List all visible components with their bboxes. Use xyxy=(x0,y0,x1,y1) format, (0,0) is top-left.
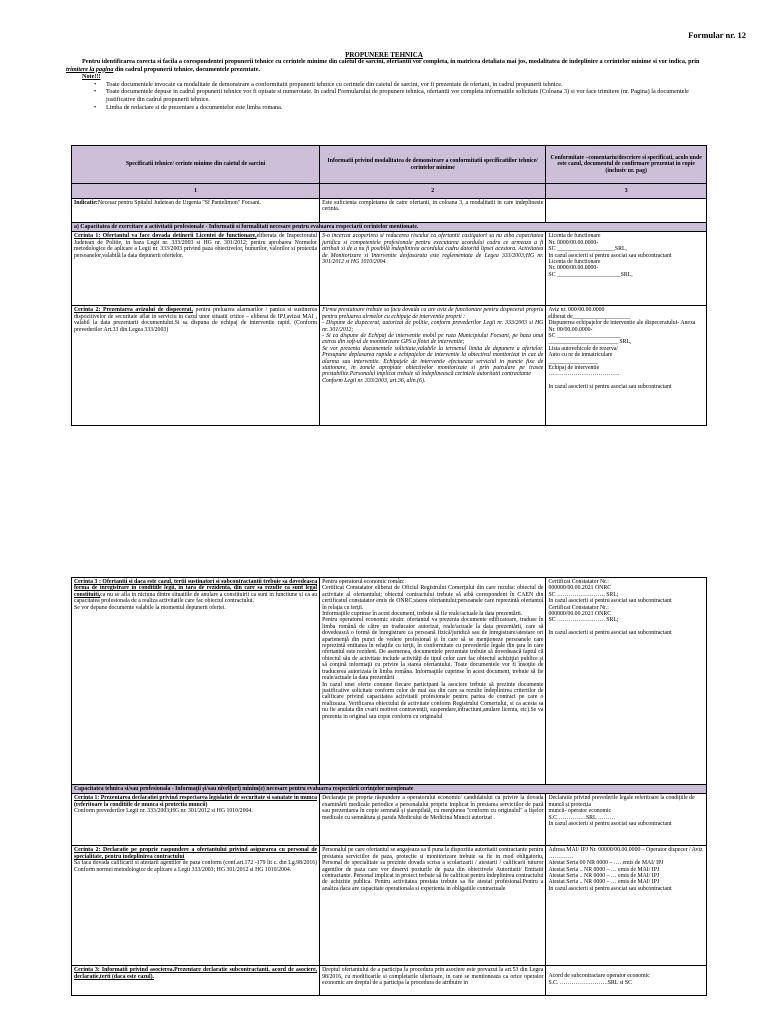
b-cerinta-2-col2: Personalul pe care ofertantul se angajeaza sa il puna la dispozitia autoritatii contractante pentru prestarea serviciilor de paza, protectie si monitorizare trebuie sa fie in mod obligatoriu, Personal de specialitate sa prezinte dovada scrisa a scolarizarii / atestarii / calificarii tuturor agentilor de paza care vor deservi posturile de paza din obiectivele Autoritatii/ Entitatii contractante. Personal implicat in proiect trebuie să fie calificat pentru îndeplinirea contractului de achizitie publica. Pentru activitatea prestata trebuie sa fie atestat profesional.Pentru a analiza daca are capacitate operationala si experienta in obligatiile contractuale xyxy=(320,846,546,966)
cerinta-3-col3: Certificat Constatator Nr.: 000000/00.00.2021 ONRC SC ……………………. SRL; In cazul asocierii si pentru asociat sau subcontractant Certificat Constatator Nr.: 000000/00.00.2021 ONRC SC ……………………. SRL; In cazul asocierii si pentru asociat sau subcontractant xyxy=(546,578,707,785)
document-title: PROPUNERE TEHNICA xyxy=(345,51,423,59)
cerinta-3-cell: Cerinta 3 : Ofertantii si daca este cazul, tertii sustinatori si subcontractantii trebuie sa dovedeasca forma de inregistrare in conditiile legii, in tara de rezidenta, din care sa rezulte ca sunt legal constituiti,ca nu se afla in niciuna dintre situatiile de anulare a constituirii ca sunt in functiune si ca au capacitatea profesionala de a realiza activitatile care fac obiectul contractului. Se vor depune documente valabile la momentul depunerii ofertei. xyxy=(72,578,320,785)
b-cerinta-2-cell: Cerinta 2: Declaratie pe proprie raspundere a ofertantului privind asigurarea cu personal de specialitate, pentru indeplinirea contractului Sa faca dovada calificarii si atestarii agentilor de paza conform (conf.art.172 -179 lit c. din Lg.98/2016) Conform normei metodologice de aplicare a Legii 333/2003; HG 301/2012 si HG 1010/2004. xyxy=(72,846,320,966)
col-number-3: 3 xyxy=(546,184,707,199)
table-row-cerinta-1 xyxy=(72,232,707,306)
section-a-row xyxy=(72,223,707,232)
table-row-indicatie xyxy=(72,199,707,223)
header-col1: Specificatii tehnice/ cerinte minime din caietul de sarcini xyxy=(72,146,320,184)
table-row-b-cerinta-2 xyxy=(72,846,707,966)
requirements-table-part1 xyxy=(71,145,707,426)
cerinta-1-col2: S-a incercat acoperirea si reducerea riscului ca ofertantii castigatori sa nu aiba capacitatea juridica si competentele profesionale pentru executarea acordului cadru ce urmeaza a fi atribuit si de a nu fi posibilă îndeplinirea acordului cadru datorită lipsei acestora. Activitatea de Monitorizare si Interventie desfasurata este reglementata de Legea 333/2003;HG nr. 301/2012 si HG 1010/2004. xyxy=(320,232,546,306)
cerinta-2-col2: Firma prestatoare trebuie sa faca dovada ca are aviz de functionare pentru dispecerat propriu pentru preluarea alrmelor cu echipaje de interventie proprii : - Dispune de dispecerat, autorizat de politie, conform prevederilor Legii nr. 333/2003 si HG nr. 301/2012; - Si ca dispune de Echipaj de interventie mobil pe raza Municipiului Focsani, pe baza unui extras din soft-ul de monitorizare GPS a flotei de interventie; Se vor prezenta documentele solicitate,valabile la termenul limita de depunere a ofertelor. Presupune deplasarea rapida a echipajelor de interventie la obiectivul monitorizat in caz de alarma sau interventie. Echipajele de interventie efectueaza serviciul in puncte fixe de stationare, in zonele apropiate obiectivelor monitorizate si prin patrulare pe trasee prestabilite.Personalul implicat trebuie să îndeplinească cerintele autoritatii contractante Conform Legii nr. 333/2003, art.36, alin.(6). xyxy=(320,306,546,426)
form-number: Formular nr. 12 xyxy=(688,30,746,40)
table-row-cerinta-2 xyxy=(72,306,707,426)
intro-paragraph: Pentru identificarea corecta si facila a corespondentei propunerii tehnice cu cerintele minime din caietul de sarcini, ofertantii vor completa, in matricea detaliata mai jos, modalitatea de indeplinire a cerintelor minime si vor indica, prin trimitere la pagina din cadrul propunerii tehnice, documentele prezentate. xyxy=(66,58,700,73)
intro-bullets xyxy=(66,81,706,111)
section-b-row xyxy=(72,785,707,794)
cerinta-1-cell: Cerinta 1: Ofertantul va face dovada detinerii Licentei de functionare,eliberata de Inspectoratul Judetean de Politie, in baza Legii nr. 333/2003 si HG nr. 301/2012; pentru aprobarea Normelor metodologice de aplicare a Legii nr. 333/2003 privind paza obiectivelor, bunurilor, valorilor si protectia persoanelor,valabilă la data depunerii ofertelor. xyxy=(72,232,320,306)
b-cerinta-3-cell: Cerinta 3: Informatii privind asocierea.Prezentare declaratie subcontractanti, acord de asociere, declaratie,terti (daca este cazul). xyxy=(72,966,320,996)
b-cerinta-1-col2: Declaraţie pe propria răspundere a operatorului economic/ candidatului cu privire la dovada examinării medicale periodice a personalului propriu implicat în prestarea serviciilor de pază sau prezentarea în copie semnată şi ştampilată, cu menţiunea "conform cu originalul" a fişelor medicale cu semnătura şi parafa Medicului de Medicina Muncii autorizat . xyxy=(320,794,546,846)
b-cerinta-1-cell: Cerinta 1: Prezentarea declaratiei privind respectarea legislatiei de securitate si sanatate in munca (referitoare la conditiile de munca si protectia muncii) Conform prevederilor Legii nr. 333/2003;HG nr. 301/2012 si HG 1010/2004. xyxy=(72,794,320,846)
table-row-b-cerinta-3 xyxy=(72,966,707,996)
cerinta-1-col3: Licenta de functionare Nr. 0000/00.00.0000- SC ____________________SRL, In cazul asocierii si pentru asociat sau subcontractant Licenta de functionare Nr. 0000/00.00.0000- SC ______________________SRL, xyxy=(546,232,707,306)
intro-block xyxy=(66,58,706,111)
cerinta-3-col2: Pentru operatorul economic român: Certificat Constatator eliberat de Oficiul Registrului Comerţului din care rezulta: obiectul de activitate al ofertantului; obiectul contractului trebuie să aibă corespondent în CAEN din certificatul constatator emis de ONRC;starea ofertantului;persoanele care reprezintă ofertantul în relaţia cu terţii. Informaţiile cuprinse în acest document, trebuie să fie reale/actuale la data prezentării. Pentru operatorul economic strain: ofertantul va prezenta documente edificatoare, traduse în limba română de către un traducator autorizat, reale/actuale la data prezentării, care să dovedească o formă de înregistrare ca persoană fizică/juridică sau de înregistrare/atestare ori apartenenţă din punct de vedere profesional şi în care să se menţioneze persoanele care reprezintă entitatea în relaţiile cu terţii, în conformitate cu prevederile legale din ţara în care ofertantul este rezident. De asemenea, documentele prezentate trebuie să dovedească faptul că obiectul său de activitate include activităţi de tipul celor care fac obiectul achiziţiei publice şi să conţină informaţii cu privire la starea ofertantului. Toate documentele vor fi însoţite de traducerea autorizata în limba româna. Informaţiile cuprinse în acest document, trebuie să fie reale/actuale la data prezentării In cazul unei oferte comune fiecare participant la asociere trebuie să prezinte documente justificative solicitate conform celor de mai sus din care sa rezulte îndeplinirea criteriilor de calificare privind capacitatea activitatii profesionale pentru partea de contract pe care o realizeaza. Verificarea obiectului de activitate conform Registrului Comertului, si ca acesta sa nu fie anulata din cvarii motivet contravenții, suspendare,infractiuni,anulare licenta, etc).Se va prezenta in original sau copie conform cu originalul xyxy=(320,578,546,785)
header-col3: Conformitate –comentariu/descriere si specificati, acolo unde este cazul, documentul de confirmare prezentat in copie (inclusiv nr. pag) xyxy=(546,146,707,184)
indicatie-col2: Este suficienta completarea de catre ofertanti, in coloana 3, a modalitatii in care indeplineste cerinta. xyxy=(320,199,546,223)
intro-bullet: • Toate documentele invocate ca modalitate de demonstrare a conformitatii propunerii tehnice cu cerintele din caietul de sarcini, vor fi prezentate de ofertant, in cadrul propunerii tehnice. xyxy=(106,81,706,89)
header-col2: Informatii privind modalitatea de demonstrare a conformitatii specificatiilor tehnice/ cerintelor minime xyxy=(320,146,546,184)
section-b-heading: Capacitatea tehnica si/sau profesionala - Informaţii şi/sau nivel(uri) minim(e) necesare pentru evaluarea respectării cerinţelor menţionate xyxy=(72,785,707,794)
indicatie-cell: Indicatie:Necesar pentru Spitalul Judetean de Urgenta "Sf Pantelimon" Focsani. xyxy=(72,199,320,223)
b-cerinta-1-col3: Declaratie privind prevederile legale referitoare la condițiile de muncă și protecția muncii- operator economic S.C……………SRL ……… In cazul asocierii si pentru asociat sau subcontractant xyxy=(546,794,707,846)
col-number-2: 2 xyxy=(320,184,546,199)
section-a-heading: a) Capacitatea de exercitare a activitatii profesionale - Informatii si formalitati necesare pentru evaluarea respectarii cerintelor mentionate. xyxy=(72,223,707,232)
b-cerinta-3-col2: Dreptul ofertantului de a participa la procedura prin asociere este prevazut la art.53 din Legea 98/2016, cu modificarile si completarile ulterioare, in care se mentioneaza ca orice operator economic are dreptul de a participa la procedura de atribuire in xyxy=(320,966,546,996)
table-row-cerinta-3 xyxy=(72,578,707,785)
column-number-row xyxy=(72,184,707,199)
table-row-b-cerinta-1 xyxy=(72,794,707,846)
col-number-1: 1 xyxy=(72,184,320,199)
cerinta-2-col3: Aviz nr. 000/00.00.0000 eliberat de____________________ Dispunerea echipajelor de interventie ale dispeceratului- Anexa Nr. 00/00.00.0000- SC ______________________ ________________________ SRL, Lista autovehicole de rezerva/ Auto cu nr de inmatriculare _________________ Echipaj de interventie ………………………………. In cazul asocierii si pentru asociat sau subcontractant xyxy=(546,306,707,426)
intro-note: Note!!! xyxy=(82,73,101,81)
b-cerinta-3-col3: Acord de subcontractare operator economic S.C. …………………….SRL si SC xyxy=(546,966,707,996)
intro-bullet: • Limba de redactare si de prezentare a documentelor este limba romana. xyxy=(106,104,706,112)
b-cerinta-2-col3: Adresa MAI/ IPJ Nr. 00000/00.00.0000 – Operator dispecer / Aviz …………. Atestat Seria 00 NR 0000 – …. emis de MAI/ IPJ Atestat Seria .. NR 0000 – … emis de MAI/ IPJ Atestat Seria .. NR 0000 – … emis de MAI/ IPJ Atestat Seria .. NR 0000 – … emis de MAI/ IPJ In cazul asocierii si pentru asociat sau subcontractant xyxy=(546,846,707,966)
table-header-row xyxy=(72,146,707,184)
cerinta-2-cell: Cerinta 2: Prezentarea avizului de dispecerat, pentru preluarea alarmarilor / panica si sustinerea dispozitivelor de securitate aflat in serviciu in cazul unor situatii critice – eliberat de IPJ,avizat MAI , valabil la data prezentarii documentului.Si sa dispuna de echipaj de interventie rapid. (Conform prevederilor Art.33 din Legea 333/2003) xyxy=(72,306,320,426)
requirements-table-part2 xyxy=(71,577,707,996)
intro-bullet: • Toate documentele depuse in cadrul propunerii tehnice vor fi opisate si numerotate. In cadrul Formularului de propunere tehnica, ofertantii vor completa informatiile solicitate (Coloana 3) si vor face trimitere (nr. Pagina) la documentele justificative din cadrul propunerii tehnice. xyxy=(106,88,706,103)
